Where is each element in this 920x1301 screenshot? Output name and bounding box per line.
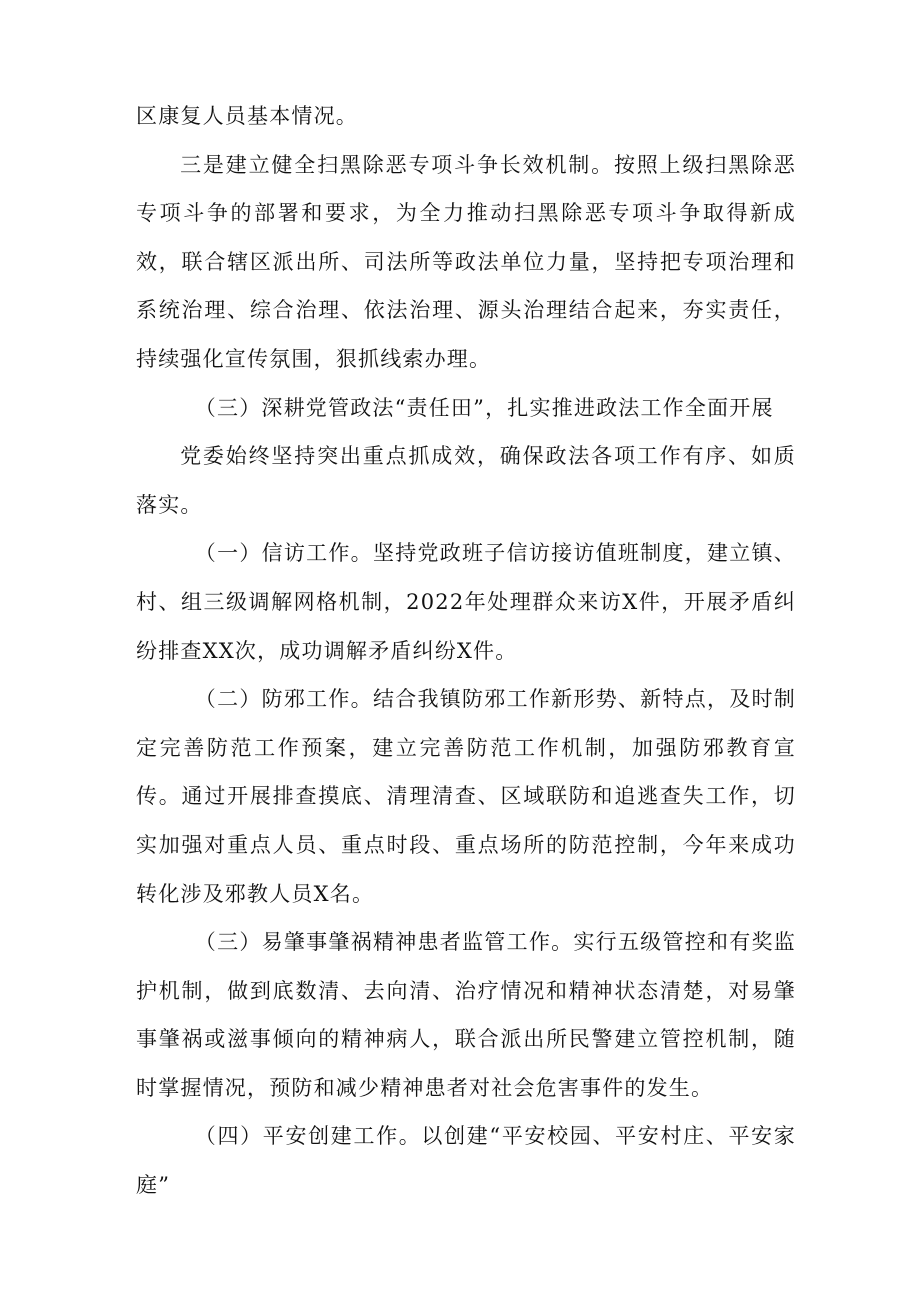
paragraph-anti-cult-work: （二）防邪工作。结合我镇防邪工作新形势、新特点，及时制定完善防范工作预案，建立完善防范工作机制，加强防邪教育宣传。通过开展排查摸底、清理清查、区域联防和追逃查失工作，切实加强对重点人员、重点时段、重点场所的防范控制，今年来成功转化涉及邪教人员X名。 [136,687,796,906]
paragraph-safety-creation: （四）平安创建工作。以创建“平安校园、平安村庄、平安家庭” [136,1124,796,1198]
paragraph-blackevil-mechanism: 三是建立健全扫黑除恶专项斗争长效机制。按照上级扫黑除恶专项斗争的部署和要求，为全力推动扫黑除恶专项斗争取得新成效，联合辖区派出所、司法所等政法单位力量，坚持把专项治理和系统治理、综合治理、依法治理、源头治理结合起来，夯实责任，持续强化宣传氛围，狠抓线索办理。 [136,152,796,371]
paragraph-party-committee: 党委始终坚持突出重点抓成效，确保政法各项工作有序、如质落实。 [136,444,796,517]
section-heading-politics-law: （三）深耕党管政法“责任田”，扎实推进政法工作全面开展 [194,395,774,420]
paragraph-petition-work: （一）信访工作。坚持党政班子信访接访值班制度，建立镇、村、组三级调解网格机制，2022年处理群众来访X件，开展矛盾纠纷排查XX次，成功调解矛盾纠纷X件。 [136,541,796,663]
document-body [136,92,796,1210]
paragraph-mental-patient-supervision: （三）易肇事肇祸精神患者监管工作。实行五级管控和有奖监护机制，做到底数清、去向清、治疗情况和精神状态清楚，对易肇事肇祸或滋事倾向的精神病人，联合派出所民警建立管控机制，随时掌握情况，预防和减少精神患者对社会危害事件的发生。 [136,930,796,1100]
paragraph-continuation: 区康复人员基本情况。 [136,104,358,128]
